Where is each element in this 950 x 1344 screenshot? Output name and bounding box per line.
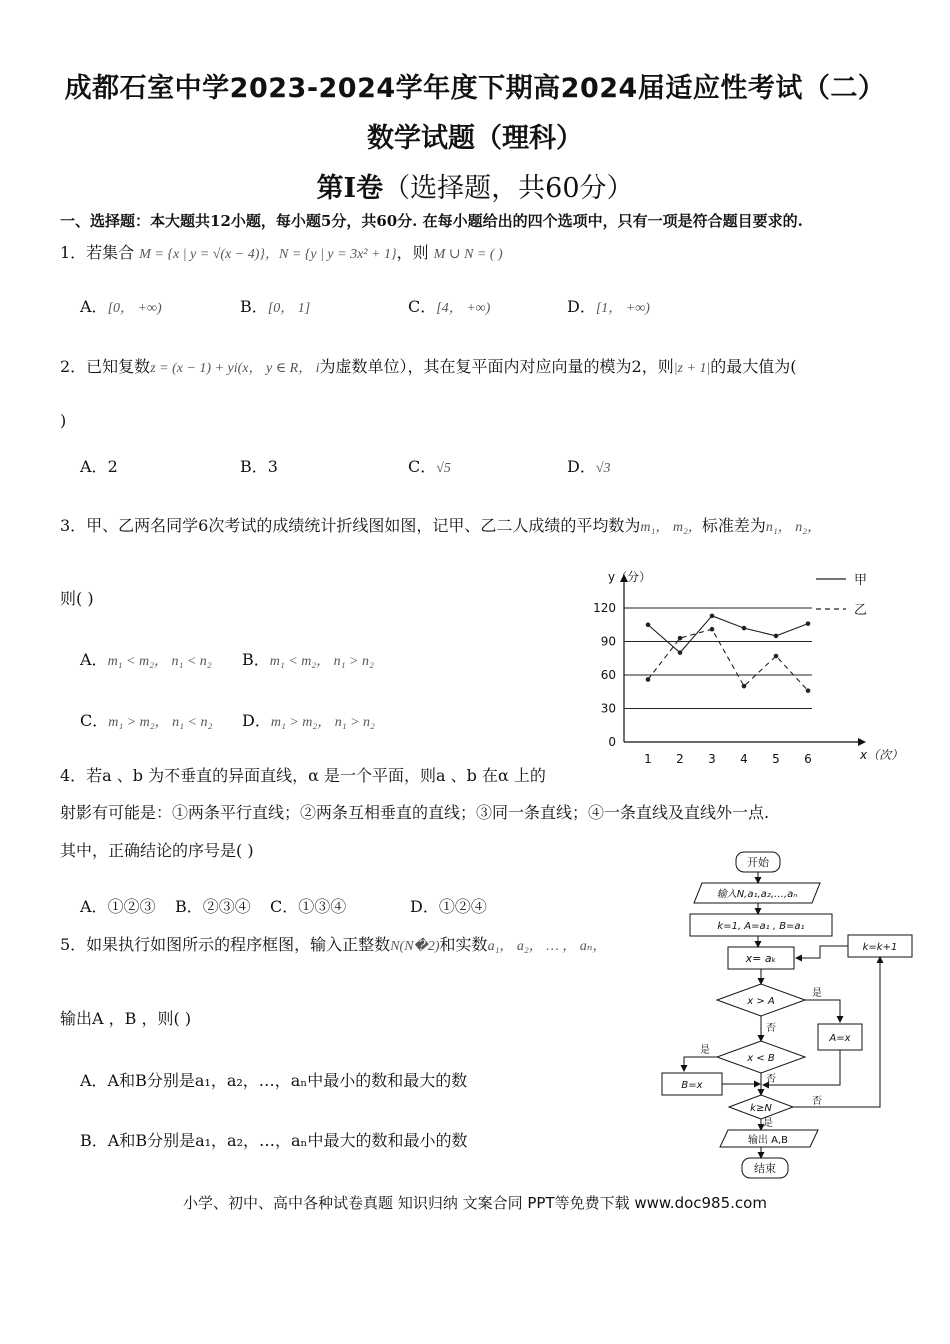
q4-line3: 其中，正确结论的序号是( ) [60, 841, 254, 860]
flow-setA-text: A=x [829, 1033, 851, 1044]
data-point-s1-4 [742, 684, 747, 689]
q4-line1: 4．若a 、b 为不垂直的异面直线，α 是一个平面，则a 、b 在α 上的 [60, 766, 546, 785]
flow-inc-text: k=k+1 [862, 942, 898, 953]
question-1 [60, 240, 503, 263]
flow-no2-label: 否 [766, 1074, 776, 1085]
series-line-0 [648, 616, 808, 653]
q2-option-a[interactable]: A．2 [80, 457, 118, 476]
xtick-label-4: 4 [740, 752, 748, 766]
score-line-chart [580, 562, 910, 772]
data-point-s1-2 [678, 636, 683, 641]
ytick-label-60: 60 [600, 668, 616, 682]
flow-yes2-label: 是 [700, 1045, 710, 1056]
exam-title: 成都石室中学2023-2024学年度下期高2024届适应性考试（二） [64, 73, 886, 104]
flow-no3-label: 否 [812, 1096, 822, 1107]
xtick-label-5: 5 [772, 752, 780, 766]
q5-text2: 和实数 [439, 935, 488, 954]
q5-option-b[interactable]: B．A和B分别是a₁，a₂，…，aₙ中最大的数和最小的数 [80, 1131, 468, 1150]
question-3 [60, 513, 821, 536]
data-point-s0-5 [774, 634, 779, 639]
q3-option-d[interactable]: D．m₁ > m₂， n₁ > n₂ [242, 711, 375, 730]
xtick-label-1: 1 [644, 752, 652, 766]
q5-vars: a₁， a₂， … ， aₙ， [487, 939, 607, 954]
question-2 [60, 354, 797, 377]
flow-assign-text: x= aₖ [745, 952, 777, 965]
page-footer: 小学、初中、高中各种试卷真题 知识归纳 文案合同 PPT等免费下载 www.doc985.com [183, 1194, 767, 1212]
x-axis-arrow [858, 738, 866, 746]
flow-cond2-text: x < B [747, 1053, 775, 1064]
q2-text2: 为虚数单位），其在复平面内对应向量的模为2，则 [319, 357, 674, 376]
q5-text1: 5．如果执行如图所示的程序框图，输入正整数 [60, 935, 391, 954]
xtick-label-2: 2 [676, 752, 684, 766]
flow-yes3-label: 是 [763, 1118, 773, 1129]
flow-no1-label: 否 [766, 1023, 776, 1034]
q2-expr2: |z + 1| [673, 361, 711, 376]
series-line-1 [648, 629, 808, 690]
q4-option-b[interactable]: B．②③④ [175, 897, 251, 916]
ytick-label-120: 120 [593, 601, 616, 615]
q4-option-c[interactable]: C．①③④ [270, 897, 347, 916]
question-5 [60, 932, 606, 955]
data-point-s1-5 [774, 654, 779, 659]
volume-suffix: （选择题，共60分） [383, 173, 634, 204]
ytick-label-90: 90 [600, 634, 616, 649]
q1-option-a[interactable]: A．[0， +∞) [80, 297, 162, 316]
xtick-label-3: 3 [708, 752, 716, 766]
q2-expr: z = (x − 1) + yi(x， y ∈ R， i [150, 361, 320, 376]
q1-tail: ，则 [396, 243, 429, 262]
data-point-s1-6 [806, 688, 811, 693]
data-point-s0-3 [710, 614, 715, 619]
q3-then: 则( ) [60, 589, 94, 608]
q2-text1: 2．已知复数 [60, 357, 151, 376]
flow-cond3-text: k≥N [750, 1103, 772, 1114]
section-heading: 一、选择题：本大题共12小题，每小题5分，共60分. 在每小题给出的四个选项中，只有一项是符合题目要求的. [60, 212, 803, 230]
q2-option-c[interactable]: C．√5 [408, 457, 451, 476]
flow-cond1-text: x > A [747, 996, 775, 1007]
data-point-s0-6 [806, 621, 811, 626]
q3-option-c[interactable]: C．m₁ > m₂， n₁ < n₂ [80, 711, 213, 730]
program-flowchart [650, 845, 930, 1185]
y-axis-label: y（分） [608, 570, 652, 584]
data-point-s1-1 [646, 677, 651, 682]
volume-heading [0, 166, 950, 205]
q5-line2: 输出A ，B ，则( ) [60, 1009, 192, 1028]
q4-option-d[interactable]: D．①②④ [410, 897, 487, 916]
flow-setB-text: B=x [681, 1080, 703, 1091]
q3-option-b[interactable]: B．m₁ < m₂， n₁ > n₂ [242, 650, 374, 669]
q2-option-b[interactable]: B．3 [240, 457, 278, 476]
flow-input-text: 输入N,a₁,a₂,…,aₙ [716, 889, 798, 900]
legend-label-0: 甲 [854, 573, 868, 588]
q1-ask: M ∪ N = ( ) [433, 247, 503, 262]
q1-set-m: M = {x | y = √(x − 4)} [139, 247, 265, 262]
q3-vars2: n₁， n₂， [765, 520, 822, 535]
exam-subtitle: 数学试题（理科） [367, 123, 583, 154]
q2-text3: 的最大值为( [710, 357, 797, 376]
xtick-label-6: 6 [804, 752, 812, 766]
flow-output-text: 输出 A,B [747, 1135, 789, 1146]
flow-start-text: 开始 [747, 856, 769, 869]
q3-text1: 3．甲、乙两名同学6次考试的成绩统计折线图如图，记甲、乙二人成绩的平均数为 [60, 516, 641, 535]
q1-option-d[interactable]: D．[1， +∞) [567, 297, 650, 316]
data-point-s0-4 [742, 626, 747, 631]
data-point-s0-1 [646, 622, 651, 627]
flow-end-text: 结束 [754, 1162, 776, 1175]
q4-option-a[interactable]: A．①②③ [80, 897, 156, 916]
flow-init-text: k=1, A=a₁ , B=a₁ [717, 921, 805, 932]
data-point-s1-3 [710, 627, 715, 632]
q1-text: 1．若集合 [60, 243, 135, 262]
q3-option-a[interactable]: A．m₁ < m₂， n₁ < n₂ [80, 650, 212, 669]
q2-close-paren: ) [60, 411, 67, 430]
q1-set-n: ，N = {y | y = 3x² + 1} [264, 247, 397, 262]
volume-prefix: 第Ⅰ卷 [316, 173, 384, 204]
q5-option-a[interactable]: A．A和B分别是a₁，a₂，…，aₙ中最小的数和最大的数 [80, 1071, 468, 1090]
x-axis-label: x（次） [860, 748, 904, 762]
q1-option-c[interactable]: C．[4， +∞) [408, 297, 491, 316]
data-point-s0-2 [678, 650, 683, 655]
ytick-label-30: 30 [600, 701, 616, 716]
q5-expr: N(N�2) [390, 939, 440, 954]
q1-option-b[interactable]: B．[0， 1] [240, 297, 311, 316]
ytick-label-0: 0 [608, 735, 616, 749]
q3-text2: 标准差为 [701, 516, 766, 535]
flow-yes1-label: 是 [812, 988, 822, 999]
legend-label-1: 乙 [854, 603, 868, 618]
q4-line2: 射影有可能是：①两条平行直线；②两条互相垂直的直线；③同一条直线；④一条直线及直线外一点. [60, 803, 770, 822]
q2-option-d[interactable]: D．√3 [567, 457, 611, 476]
q3-vars: m₁， m₂， [640, 520, 702, 535]
